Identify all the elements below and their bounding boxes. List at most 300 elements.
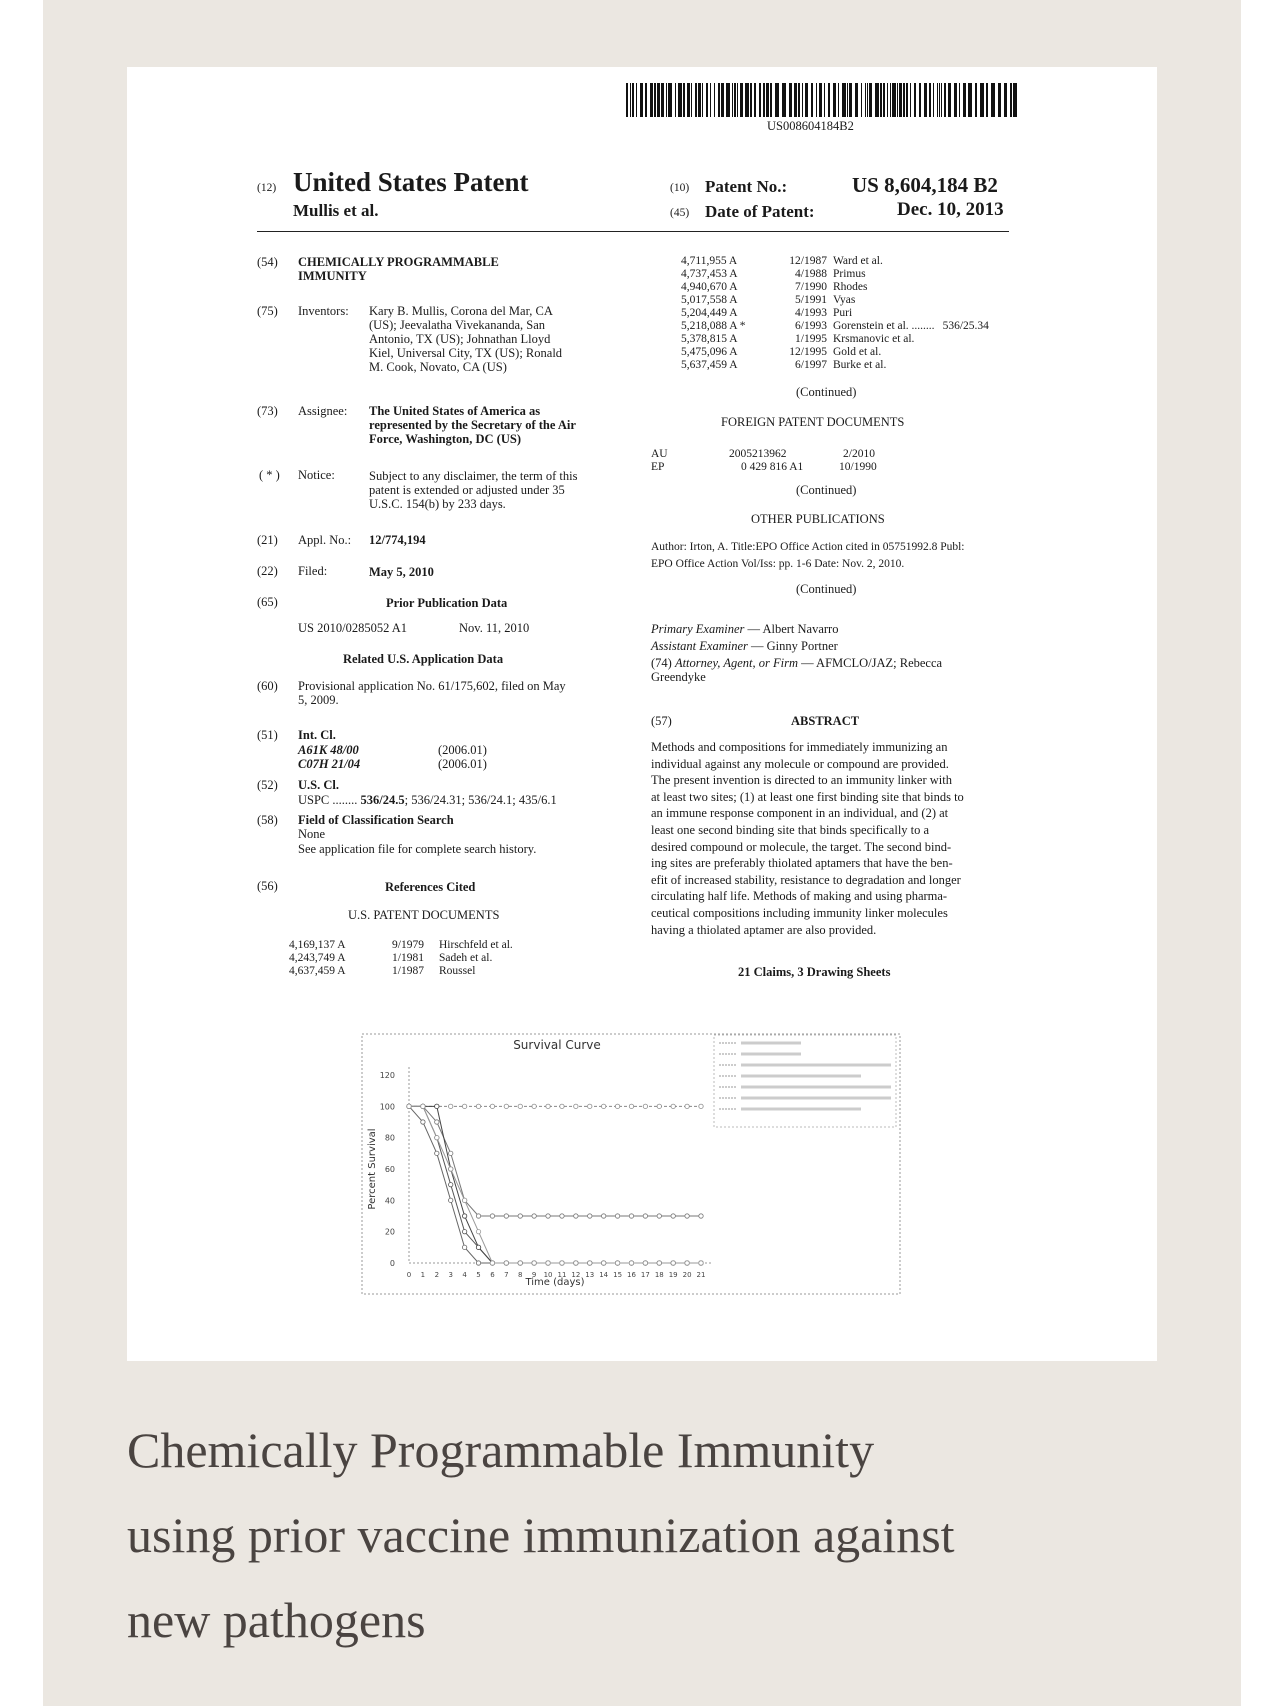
ref-name: Vyas <box>833 294 856 306</box>
barcode-bar <box>695 83 697 117</box>
inventors-list <box>369 304 619 374</box>
inventor-short: Mullis et al. <box>293 201 379 220</box>
barcode-bar <box>929 83 931 117</box>
field-22-code: (22) <box>257 564 278 578</box>
data-point <box>435 1120 439 1124</box>
x-tick-label: 19 <box>668 1271 678 1279</box>
uspc-label: USPC ........ <box>298 793 358 807</box>
abstract-line: circulating half life. Methods of making and using pharma- <box>651 889 948 904</box>
barcode-bar <box>805 83 808 117</box>
data-point <box>476 1245 480 1249</box>
ref-date: 1/1987 <box>392 965 424 977</box>
continued-note: (Continued) <box>796 582 857 596</box>
data-point <box>560 1214 564 1218</box>
barcode-bar <box>811 83 813 117</box>
barcode-bar <box>766 83 769 117</box>
barcode-bar <box>770 83 772 117</box>
barcode-bar <box>754 83 756 117</box>
barcode-bar <box>890 83 891 117</box>
data-point <box>685 1214 689 1218</box>
ref-name: Roussel <box>439 965 476 977</box>
barcode-bar <box>838 83 839 117</box>
foreign-date: 10/1990 <box>839 461 877 473</box>
int-cl-version: (2006.01) <box>438 743 487 757</box>
reference-row <box>681 359 989 372</box>
patent-document-image <box>127 67 1157 1361</box>
ref-name: Rhodes <box>833 281 868 293</box>
data-point <box>449 1151 453 1155</box>
notice-line: Subject to any disclaimer, the term of this <box>369 469 578 483</box>
barcode-bar <box>798 83 800 117</box>
data-point <box>504 1104 508 1108</box>
ref-name: Hirschfeld et al. <box>439 939 513 951</box>
barcode-number: US008604184B2 <box>767 119 854 133</box>
inventors-label: Inventors: <box>298 304 349 318</box>
data-point <box>462 1214 466 1218</box>
attorney-label: Attorney, Agent, or Firm <box>674 656 798 670</box>
x-tick-label: 1 <box>420 1271 426 1279</box>
barcode-bar <box>775 83 779 117</box>
data-point <box>449 1198 453 1202</box>
field-52-code: (52) <box>257 778 278 792</box>
reference-row <box>289 939 513 952</box>
barcode-bar <box>963 83 966 117</box>
data-point <box>629 1214 633 1218</box>
barcode-bar <box>910 83 911 117</box>
barcode-bar <box>875 83 879 117</box>
data-point <box>657 1261 661 1265</box>
data-point <box>657 1104 661 1108</box>
data-point <box>588 1214 592 1218</box>
barcode-bar <box>855 83 858 117</box>
attorney-code: (74) <box>651 656 672 670</box>
barcode-bar <box>924 83 927 117</box>
abstract-line: an immune response component in an individual, and (2) at <box>651 806 949 821</box>
y-axis-label: Percent Survival <box>367 1128 378 1210</box>
filed-label: Filed: <box>298 564 328 578</box>
ref-date: 5/1991 <box>795 294 827 306</box>
barcode-bar <box>691 83 692 117</box>
data-point <box>532 1214 536 1218</box>
filed-value: May 5, 2010 <box>369 565 434 579</box>
barcode-bar <box>668 83 672 117</box>
data-point <box>671 1214 675 1218</box>
ref-number: 5,017,558 A <box>681 294 738 306</box>
x-tick-label: 2 <box>434 1271 440 1279</box>
y-tick-label: 60 <box>384 1165 395 1174</box>
barcode-bar <box>632 83 634 117</box>
attorney <box>651 656 942 670</box>
barcode-bar <box>750 83 752 117</box>
barcode-bar <box>914 83 916 117</box>
barcode-bar <box>887 83 888 117</box>
barcode-bar <box>782 83 786 117</box>
uspc-line <box>298 793 557 807</box>
barcode-bar <box>919 83 921 117</box>
data-point <box>490 1261 494 1265</box>
barcode-bar <box>706 83 708 117</box>
continued-note: (Continued) <box>796 483 857 497</box>
abstract-line: The present invention is directed to an immunity linker with <box>651 773 952 788</box>
field-60-code: (60) <box>257 679 278 693</box>
caption-line: using prior vaccine immunization against <box>127 1507 955 1563</box>
caption-line: Chemically Programmable Immunity <box>127 1422 875 1478</box>
abstract-line: at least two sites; (1) at least one first binding site that binds to <box>651 789 964 804</box>
us-references-right <box>681 255 989 372</box>
barcode-bar <box>714 83 715 117</box>
barcode-bar <box>816 83 817 117</box>
legend-box <box>714 1035 896 1127</box>
inventors-line: Kiel, Universal City, TX (US); Ronald <box>369 346 563 360</box>
x-tick-label: 9 <box>531 1271 537 1279</box>
data-point <box>518 1214 522 1218</box>
assistant-examiner <box>651 639 838 653</box>
barcode-bar <box>759 83 761 117</box>
patent-no-code: (10) <box>670 182 690 194</box>
barcode-bar <box>802 83 803 117</box>
header-rule <box>257 231 1009 232</box>
data-point <box>435 1104 439 1108</box>
int-cl-version: (2006.01) <box>438 757 487 771</box>
ref-number: 5,378,815 A <box>681 333 738 345</box>
barcode-bar <box>675 83 676 117</box>
data-point <box>588 1104 592 1108</box>
data-point <box>699 1214 703 1218</box>
barcode-bar <box>899 83 902 117</box>
x-tick-label: 12 <box>571 1271 581 1279</box>
reference-row <box>681 281 989 294</box>
data-point <box>574 1214 578 1218</box>
notice-label: Notice: <box>298 468 335 482</box>
assignee-label: Assignee: <box>298 404 348 418</box>
barcode-bar <box>1010 83 1012 117</box>
field-58-code: (58) <box>257 813 278 827</box>
barcode-bar <box>1013 83 1017 117</box>
data-point <box>685 1104 689 1108</box>
barcode-bar <box>980 83 984 117</box>
other-publications-line1: Author: Irton, A. Title:EPO Office Action cited in 05751992.8 Publ: <box>651 541 965 553</box>
barcode-bar <box>657 83 660 117</box>
prior-publication-heading: Prior Publication Data <box>386 596 508 610</box>
ref-number: 4,737,453 A <box>681 268 738 280</box>
appl-no-value: 12/774,194 <box>369 533 426 547</box>
chart-title: Survival Curve <box>513 1038 601 1052</box>
y-tick-label: 40 <box>384 1196 395 1206</box>
data-point <box>476 1214 480 1218</box>
invention-title-line2: IMMUNITY <box>298 269 367 283</box>
reference-row <box>681 294 989 307</box>
reference-row <box>681 268 989 281</box>
notice-line: patent is extended or adjusted under 35 <box>369 483 565 497</box>
notice-text <box>369 469 577 511</box>
abstract-line: efit of increased stability, resistance to degradation and longer <box>651 872 961 887</box>
patent-no-label: Patent No.: <box>705 177 788 196</box>
x-tick-label: 11 <box>557 1271 567 1279</box>
int-cl-label: Int. Cl. <box>298 728 336 742</box>
ref-name: Puri <box>833 307 853 319</box>
data-point <box>462 1229 466 1233</box>
barcode-bar <box>661 83 664 117</box>
barcode-bar <box>650 83 653 117</box>
other-publications-heading: OTHER PUBLICATIONS <box>751 512 885 526</box>
barcode-bar <box>828 83 830 117</box>
x-tick-label: 7 <box>504 1271 509 1279</box>
ref-number: 4,637,459 A <box>289 965 346 977</box>
barcode-bar <box>1004 83 1007 117</box>
data-point <box>560 1104 564 1108</box>
data-point <box>671 1104 675 1108</box>
uspc-main: 536/24.5 <box>360 793 405 807</box>
x-tick-label: 20 <box>682 1271 692 1279</box>
barcode-bar <box>640 83 643 117</box>
barcode-bar <box>683 83 685 117</box>
ref-date: 12/1987 <box>789 255 827 267</box>
barcode-bar <box>937 83 938 117</box>
survival-curve-chart <box>361 1033 901 1295</box>
ref-date: 6/1993 <box>795 320 827 332</box>
data-point <box>574 1261 578 1265</box>
ref-number: 5,637,459 A <box>681 359 738 371</box>
x-tick-label: 21 <box>696 1271 706 1279</box>
data-point <box>560 1261 564 1265</box>
ref-number: 4,243,749 A <box>289 952 346 964</box>
data-point <box>532 1261 536 1265</box>
ref-date: 1/1995 <box>795 333 827 345</box>
claims-summary: 21 Claims, 3 Drawing Sheets <box>738 965 891 979</box>
data-point <box>490 1104 494 1108</box>
data-point <box>643 1214 647 1218</box>
abstract-line: least one second binding site that binds specifically to a <box>651 822 930 837</box>
x-tick-label: 8 <box>518 1271 523 1279</box>
ref-date: 6/1997 <box>795 359 827 371</box>
field-56-code: (56) <box>257 879 278 893</box>
date-label: Date of Patent: <box>705 202 815 221</box>
reference-row <box>681 255 989 268</box>
data-point <box>546 1214 550 1218</box>
abstract-line: desired compound or molecule, the target. The second bind- <box>651 839 952 854</box>
barcode-bar <box>986 83 988 117</box>
data-point <box>518 1104 522 1108</box>
assignee-value <box>369 404 576 446</box>
barcode-bar <box>824 83 825 117</box>
ref-date: 9/1979 <box>392 939 424 951</box>
field-51-code: (51) <box>257 728 278 742</box>
ref-number: 4,169,137 A <box>289 939 346 951</box>
y-tick-label: 120 <box>379 1071 395 1080</box>
assignee-line: The United States of America as <box>369 404 541 418</box>
data-point <box>629 1104 633 1108</box>
continued-note: (Continued) <box>796 385 857 399</box>
x-tick-label: 18 <box>654 1271 664 1279</box>
foreign-number: 0 429 816 A1 <box>741 461 804 473</box>
barcode-bar <box>666 83 667 117</box>
y-tick-label: 80 <box>384 1133 395 1143</box>
data-point <box>546 1104 550 1108</box>
barcode-bar <box>944 83 946 117</box>
ref-name: Ward et al. <box>833 255 883 267</box>
provisional-line1: Provisional application No. 61/175,602, filed on May <box>298 679 566 693</box>
date-code: (45) <box>670 207 690 219</box>
x-tick-label: 10 <box>543 1271 553 1279</box>
data-point <box>643 1261 647 1265</box>
ref-number: 5,475,096 A <box>681 346 738 358</box>
reference-row <box>681 320 989 333</box>
reference-row <box>289 965 513 978</box>
date-of-patent: Dec. 10, 2013 <box>897 199 1004 220</box>
barcode-bar <box>975 83 977 117</box>
inventors-line: Kary B. Mullis, Corona del Mar, CA <box>369 304 553 318</box>
data-point <box>518 1261 522 1265</box>
barcode-bar <box>702 83 703 117</box>
us-cl-label: U.S. Cl. <box>298 778 339 792</box>
x-tick-label: 0 <box>406 1271 412 1279</box>
ref-date: 12/1995 <box>789 346 827 358</box>
ref-class: 536/25.34 <box>942 320 989 332</box>
barcode-bar <box>959 83 960 117</box>
x-tick-label: 4 <box>462 1271 467 1279</box>
data-point <box>435 1151 439 1155</box>
barcode-bar <box>789 83 792 117</box>
barcode-bar <box>833 83 836 117</box>
data-point <box>601 1214 605 1218</box>
barcode <box>626 83 1017 117</box>
barcode-bar <box>847 83 848 117</box>
data-point <box>449 1167 453 1171</box>
data-point <box>476 1229 480 1233</box>
data-point <box>435 1135 439 1139</box>
data-point <box>643 1104 647 1108</box>
field-65-code: (65) <box>257 595 278 609</box>
ref-number: 4,711,955 A <box>681 255 738 267</box>
inventors-line: Antonio, TX (US); Johnathan Lloyd <box>369 332 551 346</box>
barcode-bar <box>636 83 637 117</box>
barcode-bar <box>794 83 797 117</box>
data-point <box>476 1104 480 1108</box>
barcode-bar <box>734 83 736 117</box>
barcode-bar <box>732 83 733 117</box>
field-73-code: (73) <box>257 404 278 418</box>
data-point <box>407 1104 411 1108</box>
y-tick-label: 20 <box>384 1227 395 1237</box>
barcode-bar <box>933 83 934 117</box>
ref-name: Gold et al. <box>833 346 882 358</box>
x-tick-label: 6 <box>490 1271 495 1279</box>
assistant-examiner-label: Assistant Examiner <box>651 639 748 653</box>
data-point <box>490 1214 494 1218</box>
barcode-bar <box>906 83 908 117</box>
x-tick-label: 3 <box>448 1271 453 1279</box>
notice-code: ( * ) <box>259 468 280 482</box>
us-references-left <box>289 939 513 978</box>
y-tick-label: 0 <box>389 1259 395 1268</box>
barcode-bar <box>630 83 631 117</box>
barcode-bar <box>745 83 749 117</box>
data-point <box>532 1104 536 1108</box>
barcode-bar <box>721 83 724 117</box>
abstract-body <box>651 739 964 938</box>
barcode-bar <box>740 83 743 117</box>
notice-line: U.S.C. 154(b) by 233 days. <box>369 497 506 511</box>
y-tick-label: 100 <box>379 1102 395 1112</box>
ref-date: 7/1990 <box>795 281 827 293</box>
ref-number: 5,218,088 A * <box>681 320 746 332</box>
data-point <box>629 1261 633 1265</box>
barcode-bar <box>954 83 957 117</box>
barcode-bar <box>654 83 656 117</box>
assignee-line: represented by the Secretary of the Air <box>369 418 576 432</box>
data-point <box>462 1198 466 1202</box>
reference-row <box>289 952 513 965</box>
data-point <box>657 1214 661 1218</box>
barcode-bar <box>687 83 690 117</box>
barcode-bar <box>737 83 738 117</box>
reference-row <box>681 333 989 346</box>
invention-title-line1: CHEMICALLY PROGRAMMABLE <box>298 255 499 269</box>
data-point <box>615 1261 619 1265</box>
inventors-line: (US); Jeevalatha Vivekananda, San <box>369 318 546 332</box>
barcode-bar <box>998 83 1001 117</box>
barcode-bar <box>865 83 866 117</box>
field-search-line1: None <box>298 827 326 841</box>
attorney-line1: — AFMCLO/JAZ; Rebecca <box>801 656 943 670</box>
caption-line: new pathogens <box>127 1592 426 1648</box>
data-point <box>699 1261 703 1265</box>
attorney-line2: Greendyke <box>651 670 706 684</box>
references-cited-heading: References Cited <box>385 880 476 894</box>
barcode-bar <box>903 83 905 117</box>
ref-date: 4/1993 <box>795 307 827 319</box>
barcode-bar <box>710 83 711 117</box>
us-patent-documents-heading: U.S. PATENT DOCUMENTS <box>348 908 500 922</box>
data-point <box>421 1104 425 1108</box>
barcode-bar <box>968 83 972 117</box>
foreign-number: 2005213962 <box>729 448 787 460</box>
primary-examiner-label: Primary Examiner <box>651 622 745 636</box>
barcode-bar <box>867 83 868 117</box>
prior-publication-number: US 2010/0285052 A1 <box>298 621 408 635</box>
x-axis-label: Time (days) <box>525 1277 585 1288</box>
field-search-label: Field of Classification Search <box>298 813 454 827</box>
barcode-bar <box>726 83 730 117</box>
foreign-cc: AU <box>651 448 668 460</box>
assistant-examiner-name: — Ginny Portner <box>751 639 838 653</box>
ref-name: Krsmanovic et al. <box>833 333 915 345</box>
abstract-line: individual against any molecule or compound are provided. <box>651 756 949 771</box>
barcode-bar <box>718 83 720 117</box>
abstract-line: having a thiolated aptamer are also provided. <box>651 922 877 937</box>
kind-code: (12) <box>257 182 277 194</box>
barcode-bar <box>897 83 898 117</box>
barcode-bar <box>763 83 765 117</box>
inventors-line: M. Cook, Novato, CA (US) <box>369 360 507 374</box>
data-point <box>699 1104 703 1108</box>
ref-name: Sadeh et al. <box>439 952 493 964</box>
abstract-line: Methods and compositions for immediately immunizing an <box>651 740 948 754</box>
data-point <box>504 1214 508 1218</box>
chart-frame <box>362 1034 900 1294</box>
field-54-code: (54) <box>257 255 278 269</box>
data-point <box>601 1261 605 1265</box>
int-cl-class: A61K 48/00 <box>298 743 359 757</box>
x-tick-label: 14 <box>599 1271 609 1279</box>
data-point <box>615 1214 619 1218</box>
data-point <box>504 1261 508 1265</box>
abstract-line: ing sites are preferably thiolated aptamers that have the ben- <box>651 856 953 871</box>
reference-row <box>681 307 989 320</box>
patent-type-title: United States Patent <box>293 167 529 197</box>
barcode-bar <box>842 83 846 117</box>
barcode-bar <box>941 83 942 117</box>
